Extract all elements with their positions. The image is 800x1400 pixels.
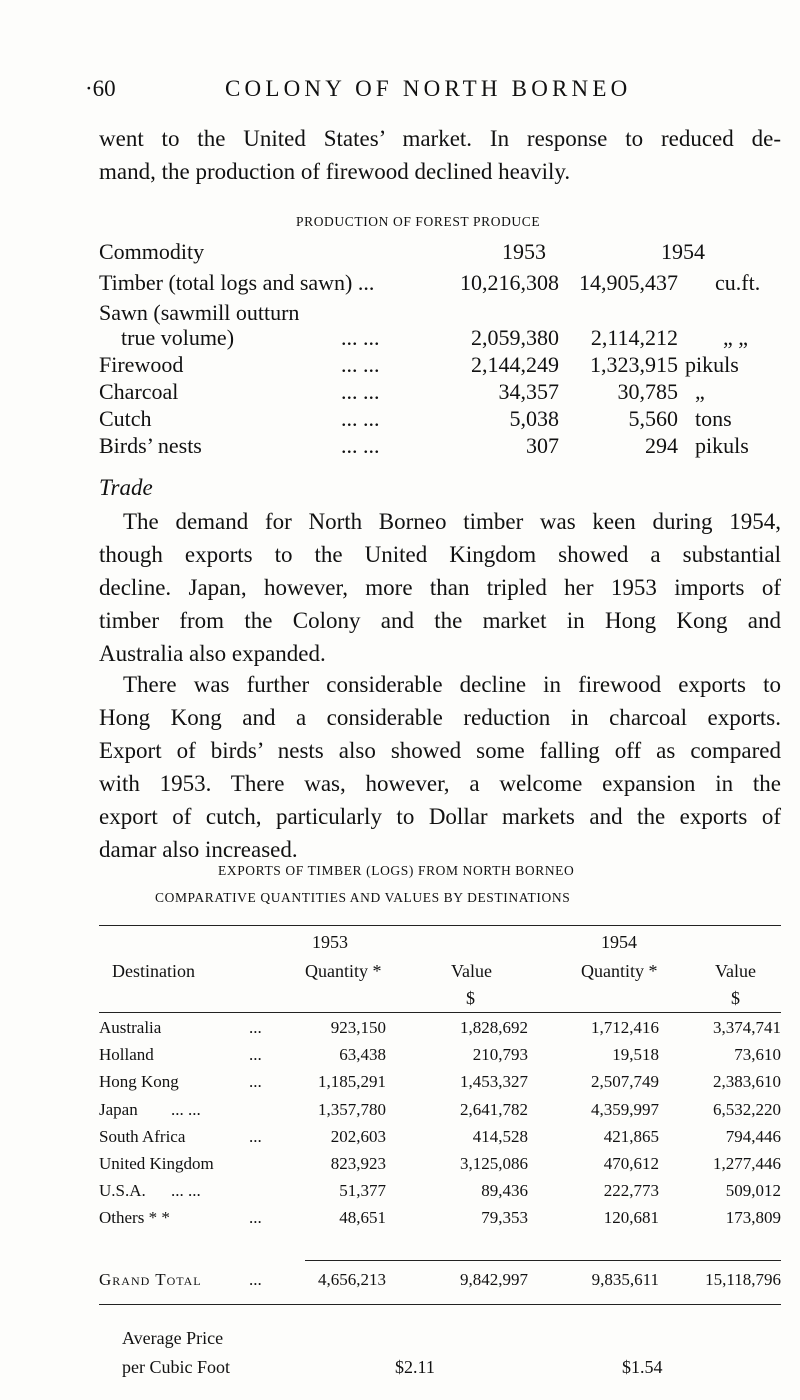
text-line: export of cutch, particularly to Dollar markets and the exports of [99, 804, 781, 829]
year-1953-header: 1953 [312, 932, 348, 952]
text-line: There was further considerable decline in firewood exports to [123, 672, 781, 697]
table-row [99, 433, 781, 463]
quantity-1954: 19,518 [612, 1045, 659, 1065]
value-1953: 2,059,380 [471, 325, 559, 350]
col-header-1954: 1954 [661, 239, 705, 264]
value-1953: 307 [526, 433, 559, 458]
text-line: decline. Japan, however, more than tripled her 1953 imports of [99, 575, 781, 600]
value-1953: 34,357 [498, 379, 559, 404]
quantity-1953: 63,438 [339, 1045, 386, 1065]
running-head: COLONY OF NORTH BORNEO [225, 76, 632, 101]
value-1953: 210,793 [472, 1045, 528, 1065]
page-number: · 60 [99, 76, 116, 102]
average-price-label: Average Price [122, 1328, 224, 1348]
commodity-name: Cutch [99, 406, 152, 431]
text-line: with 1953. There was, however, a welcome expansion in the [99, 771, 781, 796]
exports-table-title: EXPORTS OF TIMBER (LOGS) FROM NORTH BORNEO [218, 863, 575, 878]
currency-1953: $ [466, 988, 475, 1008]
table-row [99, 325, 781, 355]
trade-paragraph-2 [99, 668, 781, 866]
grand-total-label: Grand Total [99, 1270, 202, 1289]
col-header-1953: 1953 [502, 239, 546, 264]
quantity-1954: 470,612 [603, 1154, 659, 1173]
table-row [99, 379, 781, 409]
quantity-1953: 51,377 [339, 1181, 386, 1201]
quantity-1953: 923,150 [330, 1018, 386, 1037]
quantity-1954: 1,712,416 [591, 1018, 659, 1037]
table-rule-top [99, 925, 781, 926]
section-heading-trade: Trade [99, 475, 153, 500]
value-1954: 509,012 [725, 1181, 781, 1201]
table-rule-total [305, 1260, 781, 1261]
value-1953: 89,436 [481, 1181, 528, 1201]
commodity-name: Timber (total logs and sawn) ... [99, 270, 375, 295]
leader-dots: ... [249, 1270, 262, 1289]
quantity-1954: 2,507,749 [591, 1072, 659, 1092]
value-1954: 30,785 [617, 379, 678, 404]
text-line: damar also increased. [99, 837, 298, 862]
text-line: Australia also expanded. [99, 641, 326, 666]
grand-total-quantity-1954: 9,835,611 [591, 1270, 659, 1289]
destination-name: Others * * [99, 1208, 170, 1228]
grand-total-value-1953: 9,842,997 [460, 1270, 528, 1289]
text-line: went to the United States’ market. In response to reduced de- [99, 126, 781, 151]
quantity-1953: 202,603 [330, 1126, 386, 1146]
quantity-1953: 48,651 [339, 1208, 386, 1228]
value-1954: 1,277,446 [713, 1154, 781, 1173]
destination-name: Holland [99, 1045, 154, 1065]
value-1954: 73,610 [734, 1045, 781, 1065]
leader-dots: ... ... [341, 406, 380, 431]
leader-dots: ... ... [341, 352, 380, 377]
col-header-value-1954: Value [715, 961, 756, 981]
table-row [99, 270, 781, 300]
exports-table-subtitle: COMPARATIVE QUANTITIES AND VALUES BY DESTINATIONS [155, 890, 571, 905]
commodity-name: Firewood [99, 352, 184, 377]
grand-total-value-1954: 15,118,796 [705, 1270, 781, 1289]
value-1954: 794,446 [725, 1126, 781, 1146]
value-1954: 2,114,212 [590, 325, 678, 350]
value-1953: 414,528 [472, 1126, 528, 1146]
leader-dots: ... ... [341, 325, 380, 350]
col-header-commodity: Commodity [99, 239, 205, 264]
leader-dots: ... [249, 1018, 262, 1037]
destination-name: South Africa [99, 1126, 186, 1146]
leader-dots: ... ... [341, 433, 380, 458]
destination-name: Australia [99, 1018, 162, 1037]
commodity-name: Birds’ nests [99, 433, 202, 458]
unit: „ [695, 379, 705, 404]
text-line: Hong Kong and a considerable reduction in charcoal exports. [99, 705, 781, 730]
leader-dots: ... ... [171, 1181, 201, 1201]
value-1953: 10,216,308 [460, 270, 559, 295]
production-table-header [99, 239, 781, 269]
text-line: Export of birds’ nests also showed some falling off as compared [99, 738, 781, 763]
col-header-quantity-1953: Quantity * [305, 961, 382, 981]
value-1954: 2,383,610 [713, 1072, 781, 1092]
text-line: mand, the production of firewood declined heavily. [99, 159, 571, 184]
quantity-1953: 1,185,291 [318, 1072, 386, 1092]
destination-name: U.S.A. [99, 1181, 146, 1201]
value-1953: 1,828,692 [460, 1018, 528, 1037]
value-1954: 6,532,220 [713, 1099, 781, 1119]
value-1954: 5,560 [628, 406, 678, 431]
col-header-destination: Destination [112, 961, 195, 981]
value-1954: 14,905,437 [579, 270, 678, 295]
destination-name: United Kingdom [99, 1154, 214, 1173]
quantity-1954: 4,359,997 [591, 1099, 659, 1119]
production-table-title: PRODUCTION OF FOREST PRODUCE [296, 214, 541, 229]
destination-name: Hong Kong [99, 1072, 179, 1092]
unit: tons [695, 406, 732, 431]
unit: pikuls [695, 433, 749, 458]
quantity-1954: 120,681 [603, 1208, 659, 1228]
table-rule-bottom [99, 1304, 781, 1305]
value-1953: 5,038 [509, 406, 559, 431]
leader-dots: ... [249, 1045, 262, 1065]
average-price-label-2: per Cubic Foot [122, 1357, 230, 1377]
col-header-quantity-1954: Quantity * [581, 961, 658, 981]
currency-1954: $ [731, 988, 740, 1008]
commodity-name: Sawn (sawmill outturn [99, 300, 300, 325]
intro-paragraph [99, 122, 781, 188]
commodity-name: Charcoal [99, 379, 179, 404]
table-row [99, 352, 781, 382]
value-1954: 173,809 [725, 1208, 781, 1228]
commodity-name: true volume) [121, 325, 235, 350]
value-1954: 294 [645, 433, 678, 458]
average-price-1954: $1.54 [622, 1357, 663, 1377]
value-1953: 79,353 [481, 1208, 528, 1228]
quantity-1953: 823,923 [330, 1154, 386, 1173]
quantity-1954: 421,865 [603, 1126, 659, 1146]
unit: cu.ft. [715, 270, 761, 295]
value-1953: 1,453,327 [460, 1072, 528, 1092]
leader-dots: ... [249, 1126, 262, 1146]
unit: „ „ [723, 325, 749, 350]
text-line: The demand for North Borneo timber was keen during 1954, [123, 509, 781, 534]
grand-total-quantity-1953: 4,656,213 [318, 1270, 386, 1289]
quantity-1953: 1,357,780 [318, 1099, 386, 1119]
value-1953: 2,144,249 [471, 352, 559, 377]
leader-dots: ... [249, 1208, 262, 1228]
average-price-1953: $2.11 [395, 1357, 435, 1377]
table-row [99, 406, 781, 436]
unit: pikuls [685, 352, 739, 377]
destination-name: Japan [99, 1099, 138, 1119]
leader-dots: ... [249, 1072, 262, 1092]
quantity-1954: 222,773 [603, 1181, 659, 1201]
table-rule-header [99, 1012, 781, 1013]
value-1954: 3,374,741 [713, 1018, 781, 1037]
value-1953: 3,125,086 [460, 1154, 528, 1173]
leader-dots: ... ... [341, 379, 380, 404]
value-1953: 2,641,782 [460, 1099, 528, 1119]
text-line: timber from the Colony and the market in Hong Kong and [99, 608, 781, 633]
year-1954-header: 1954 [601, 932, 637, 952]
trade-paragraph-1 [99, 505, 781, 670]
text-line: though exports to the United Kingdom showed a substantial [99, 542, 781, 567]
leader-dots: ... ... [171, 1099, 201, 1119]
col-header-value-1953: Value [451, 961, 492, 981]
value-1954: 1,323,915 [590, 352, 678, 377]
